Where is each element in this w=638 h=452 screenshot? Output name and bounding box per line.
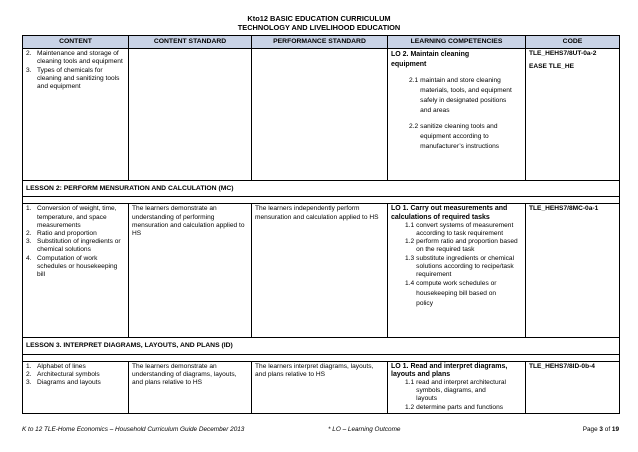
col-header-learning-competencies: LEARNING COMPETENCIES <box>388 36 526 49</box>
content-cell <box>23 204 129 338</box>
list-item: 2. Ratio and proportion <box>26 230 97 238</box>
competency-item: 1.1 read and interpret architectural symbols, diagrams, and layouts <box>405 379 506 403</box>
list-item: 2. Architectural symbols <box>26 370 100 378</box>
competency-item: 1.4 compute work schedules or housekeeping bill based on policy <box>405 280 497 308</box>
col-header-performance-standard: PERFORMANCE STANDARD <box>252 36 388 49</box>
spacer-cell <box>23 354 620 361</box>
competency-code: TLE_HEHS7/8MC-0a-1 <box>529 205 599 213</box>
header-title: Kto12 BASIC EDUCATION CURRICULUM <box>247 14 391 23</box>
content-standard-cell: The learners demonstrate an understanding of performing mensuration and calculation applied to HS <box>129 204 252 338</box>
competency-code-secondary: EASE TLE_HE <box>529 63 575 71</box>
code-cell <box>526 204 620 338</box>
learning-outcome-title: LO 1. Read and interpret diagrams, layouts and plans <box>391 362 508 378</box>
lesson-row <box>23 338 620 354</box>
spacer-row <box>23 197 620 204</box>
list-item: 4. Computation of work schedules or housekeeping bill <box>26 254 118 279</box>
footer-note: * LO – Learning Outcome <box>328 426 401 433</box>
page-label: Page <box>582 426 598 433</box>
content-cell <box>23 361 129 413</box>
performance-standard-cell <box>252 49 388 181</box>
competencies-cell <box>388 361 526 413</box>
table-header-row <box>23 36 620 49</box>
code-cell <box>526 361 620 413</box>
competencies-cell <box>388 49 526 181</box>
competency-item: 1.2 determine parts and functions <box>405 403 504 411</box>
document-header <box>0 14 638 32</box>
performance-standard-cell: The learners interpret diagrams, layouts, and plans relative to HS <box>252 361 388 413</box>
list-item: 2. Maintenance and storage of cleaning tools and equipment <box>26 50 123 66</box>
footer-guide-title: K to 12 TLE-Home Economics – Household Curriculum Guide December 2013 <box>22 426 245 433</box>
content-standard-cell <box>129 49 252 181</box>
col-header-code: CODE <box>526 36 620 49</box>
current-page: 3 <box>599 426 603 433</box>
list-item: 3. Diagrams and layouts <box>26 379 101 387</box>
list-item: 3. Types of chemicals for cleaning and sanitizing tools and equipment <box>26 66 120 91</box>
list-item: 1. Conversion of weight, time, temperature, and space measurements <box>26 205 117 229</box>
page-number <box>583 426 619 433</box>
code-cell <box>526 49 620 181</box>
competency-code: TLE_HEHS7/8ID-0b-4 <box>529 362 595 370</box>
spacer-row <box>23 354 620 361</box>
lesson-title: LESSON 3. INTERPRET DIAGRAMS, LAYOUTS, AND PLANS (ID) <box>23 338 620 354</box>
header-subtitle: TECHNOLOGY AND LIVELIHOOD EDUCATION <box>237 23 401 32</box>
list-item: 1. Alphabet of lines <box>26 362 86 370</box>
competency-item: 2.1 maintain and store cleaning materials, tools, and equipment safely in designated positions and areas <box>409 77 512 115</box>
list-item: 3. Substitution of ingredients or chemical solutions <box>26 238 121 254</box>
content-standard-cell: The learners demonstrate an understanding of diagrams, layouts, and plans relative to HS <box>129 361 252 413</box>
competency-item: 1.2 perform ratio and proportion based on the required task <box>405 238 518 254</box>
competency-item: 1.1 convert systems of measurement according to task requirement <box>405 221 514 238</box>
learning-outcome-title: LO 2. Maintain cleaning equipment <box>391 51 470 69</box>
page-footer <box>22 426 619 433</box>
learning-outcome-title: LO 1. Carry out measurements and calculations of required tasks <box>391 205 508 221</box>
table-row <box>23 204 620 338</box>
competency-item: 1.3 substitute ingredients or chemical solutions according to recipe/task requirement <box>405 254 515 279</box>
competencies-cell <box>388 204 526 338</box>
competency-code: TLE_HEHS7/8UT-0a-2 <box>529 50 597 58</box>
page-of-label: of <box>604 426 611 433</box>
spacer-cell <box>23 197 620 204</box>
curriculum-table <box>22 35 620 414</box>
lesson-title: LESSON 2: PERFORM MENSURATION AND CALCULATION (MC) <box>23 181 620 197</box>
content-cell <box>23 49 129 181</box>
col-header-content-standard: CONTENT STANDARD <box>129 36 252 49</box>
competency-item: 2.2 sanitize cleaning tools and equipment according to manufacturer’s instructions <box>409 123 500 151</box>
lesson-row <box>23 181 620 197</box>
col-header-content: CONTENT <box>23 36 129 49</box>
performance-standard-cell: The learners independently perform mensuration and calculation applied to HS <box>252 204 388 338</box>
table-row <box>23 361 620 413</box>
table-row <box>23 49 620 181</box>
total-pages: 19 <box>611 426 619 433</box>
